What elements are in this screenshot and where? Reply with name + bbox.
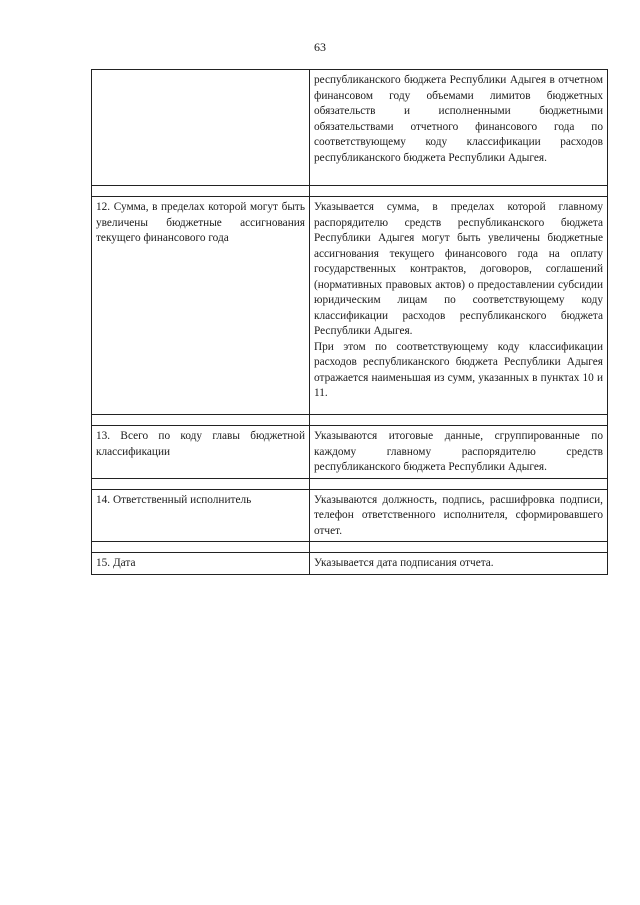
page-number: 63 xyxy=(314,40,326,54)
description-paragraph: При этом по соответствующему коду классификации расходов республиканского бюджета Республики Адыгея отражается наименьшая из сумм, указанных в пунктах 10 и 11. xyxy=(314,340,603,399)
description-paragraph: Указывается сумма, в пределах которой главному распорядителю средств республиканского бюджета Республики Адыгея могут быть увеличены бюджетные ассигнования текущего финансового года на оплату государственных контрактов, договоров, соглашений (нормативных правовых актов) о предоставлении субсидии юридическим лицам по соответствующему коду классификации расходов республиканского бюджета Республики Адыгея. xyxy=(314,201,603,337)
row-item-cell: 15. Дата xyxy=(92,553,310,575)
row-spacer xyxy=(92,478,608,489)
row-description-cell xyxy=(310,70,608,186)
instructions-table xyxy=(91,69,608,575)
row-spacer xyxy=(92,415,608,426)
row-item-cell: 13. Всего по коду главы бюджетной классификации xyxy=(92,426,310,479)
description-paragraph: Указываются должность, подпись, расшифровка подписи, телефон ответственного исполнителя, сформировавшего отчет. xyxy=(314,493,603,537)
row-description-cell xyxy=(310,197,608,415)
table-row xyxy=(92,70,608,186)
row-description-cell xyxy=(310,426,608,479)
table-row xyxy=(92,197,608,415)
description-paragraph: республиканского бюджета Республики Адыгея в отчетном финансовом году объемами лимитов бюджетных обязательств и исполненными бюджетными обязательствами отчетного финансового года по соответствующему коду классификации расходов республиканского бюджета Республики Адыгея. xyxy=(314,74,603,164)
table-row xyxy=(92,426,608,479)
row-item-cell: 14. Ответственный исполнитель xyxy=(92,489,310,542)
row-description-cell xyxy=(310,553,608,575)
row-item-cell xyxy=(92,70,310,186)
row-item-cell: 12. Сумма, в пределах которой могут быть увеличены бюджетные ассигнования текущего финансового года xyxy=(92,197,310,415)
table-row xyxy=(92,489,608,542)
description-paragraph: Указывается дата подписания отчета. xyxy=(314,557,494,569)
row-spacer xyxy=(92,542,608,553)
table-row xyxy=(92,553,608,575)
row-description-cell xyxy=(310,489,608,542)
row-spacer xyxy=(92,186,608,197)
description-paragraph: Указываются итоговые данные, сгруппированные по каждому главному распорядителю средств республиканского бюджета Республики Адыгея. xyxy=(314,430,603,473)
